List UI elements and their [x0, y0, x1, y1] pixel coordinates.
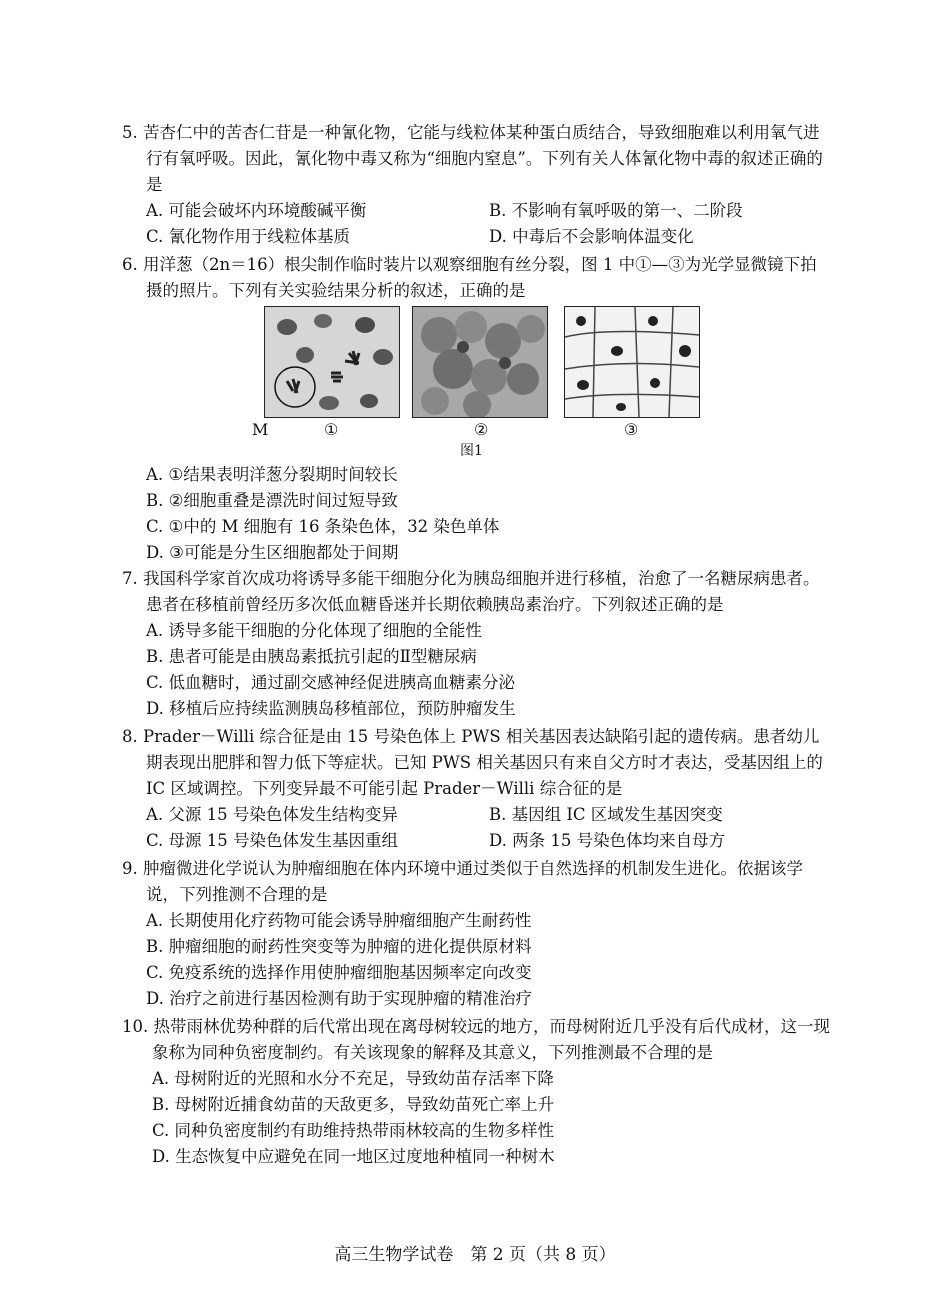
micrograph-2 [412, 306, 548, 418]
question-5-option-b: B. 不影响有氧呼吸的第一、二阶段 [489, 201, 743, 220]
question-10 [122, 1014, 832, 1170]
micrograph-2-image [413, 307, 547, 417]
figure-1 [252, 306, 722, 466]
question-7 [122, 566, 832, 722]
question-7-stem: 7. 我国科学家首次成功将诱导多能干细胞分化为胰岛细胞并进行移植，治愈了一名糖尿病患者。患者在移植前曾经历多次低血糖昏迷并长期依赖胰岛素治疗。下列叙述正确的是 [122, 569, 820, 614]
question-9 [122, 856, 832, 1012]
question-8-stem: 8. Prader－Willi 综合征是由 15 号染色体上 PWS 相关基因表达缺陷引起的遗传病。患者幼儿期表现出肥胖和智力低下等症状。已知 PWS 相关基因只有来自父方时才表达，受基因组上的 IC 区域调控。下列变异最不可能引起 Prader－Willi 综合征的是 [122, 727, 823, 798]
question-5-stem: 5. 苦杏仁中的苦杏仁苷是一种氰化物，它能与线粒体某种蛋白质结合，导致细胞难以利用氧气进行有氧呼吸。因此，氰化物中毒又称为“细胞内窒息”。下列有关人体氰化物中毒的叙述正确的是 [122, 123, 823, 194]
question-7-option-b: B. 患者可能是由胰岛素抵抗引起的Ⅱ型糖尿病 [146, 647, 477, 666]
question-10-stem: 10. 热带雨林优势种群的后代常出现在离母树较远的地方，而母树附近几乎没有后代成材，这一现象称为同种负密度制约。有关该现象的解释及其意义，下列推测最不合理的是 [122, 1017, 830, 1062]
micrograph-1-image [265, 307, 399, 417]
question-8-option-c: C. 母源 15 号染色体发生基因重组 [146, 831, 399, 850]
page-footer: 高三生物学试卷 第 2 页（共 8 页） [334, 1245, 616, 1265]
question-7-option-d: D. 移植后应持续监测胰岛移植部位，预防肿瘤发生 [146, 699, 516, 718]
question-8 [122, 724, 832, 854]
question-5-option-d: D. 中毒后不会影响体温变化 [489, 227, 694, 246]
question-7-option-a: A. 诱导多能干细胞的分化体现了细胞的全能性 [146, 621, 482, 640]
question-9-option-b: B. 肿瘤细胞的耐药性突变等为肿瘤的进化提供原材料 [146, 937, 532, 956]
question-6-option-d: D. ③可能是分生区细胞都处于间期 [146, 543, 399, 562]
question-6-option-a: A. ①结果表明洋葱分裂期时间较长 [146, 465, 398, 484]
figure-label-3: ③ [624, 420, 639, 439]
question-9-stem: 9. 肿瘤微进化学说认为肿瘤细胞在体内环境中通过类似于自然选择的机制发生进化。依据该学说，下列推测不合理的是 [122, 859, 803, 904]
question-5 [122, 120, 832, 250]
question-10-option-d: D. 生态恢复中应避免在同一地区过度地种植同一种树木 [152, 1147, 555, 1166]
question-6-option-c: C. ①中的 M 细胞有 16 条染色体，32 染色单体 [146, 517, 500, 536]
question-9-option-d: D. 治疗之前进行基因检测有助于实现肿瘤的精准治疗 [146, 989, 533, 1008]
figure-label-1: ① [324, 420, 339, 439]
micrograph-1 [264, 306, 400, 418]
question-10-option-a: A. 母树附近的光照和水分不充足，导致幼苗存活率下降 [152, 1069, 554, 1088]
question-6-options [122, 462, 832, 566]
question-6-option-b: B. ②细胞重叠是漂洗时间过短导致 [146, 491, 398, 510]
figure-label-m: M [252, 420, 269, 439]
micrograph-3-image [565, 307, 699, 417]
question-5-option-a: A. 可能会破坏内环境酸碱平衡 [146, 201, 367, 220]
figure-caption: 图1 [460, 443, 483, 459]
micrograph-3 [564, 306, 700, 418]
question-8-option-d: D. 两条 15 号染色体均来自母方 [489, 831, 726, 850]
question-9-option-c: C. 免疫系统的选择作用使肿瘤细胞基因频率定向改变 [146, 963, 532, 982]
question-9-option-a: A. 长期使用化疗药物可能会诱导肿瘤细胞产生耐药性 [146, 911, 532, 930]
question-10-option-c: C. 同种负密度制约有助维持热带雨林较高的生物多样性 [152, 1121, 555, 1140]
question-10-option-b: B. 母树附近捕食幼苗的天敌更多，导致幼苗死亡率上升 [152, 1095, 555, 1114]
question-8-option-b: B. 基因组 IC 区域发生基因突变 [489, 805, 723, 824]
question-5-option-c: C. 氰化物作用于线粒体基质 [146, 227, 351, 246]
question-6 [122, 252, 832, 304]
figure-label-2: ② [474, 420, 489, 439]
question-8-option-a: A. 父源 15 号染色体发生结构变异 [146, 805, 398, 824]
question-6-stem: 6. 用洋葱（2n＝16）根尖制作临时装片以观察细胞有丝分裂，图 1 中①—③为光学显微镜下拍摄的照片。下列有关实验结果分析的叙述，正确的是 [122, 255, 817, 300]
question-7-option-c: C. 低血糖时，通过副交感神经促进胰高血糖素分泌 [146, 673, 516, 692]
